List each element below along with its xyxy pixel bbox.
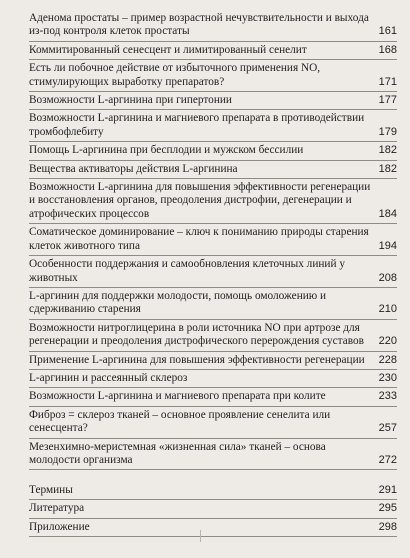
toc-entry-page: 220 — [378, 335, 397, 348]
toc-entry — [29, 179, 397, 224]
toc-entry-page: 184 — [378, 207, 397, 220]
toc-entry-page: 230 — [378, 371, 397, 384]
toc-entry-title: Возможности L-аргинина и магниевого препарата при колите — [29, 390, 326, 403]
toc-entry — [29, 320, 397, 352]
toc-entry — [29, 60, 397, 92]
toc-entry — [29, 224, 397, 256]
toc-entry — [29, 439, 397, 471]
toc-entry — [29, 407, 397, 439]
toc-entry-page: 272 — [378, 453, 397, 466]
toc-entry-page: 179 — [378, 125, 397, 138]
toc-entry-page: 182 — [378, 144, 397, 157]
toc-entry-page: 194 — [378, 239, 397, 252]
toc-entry — [29, 482, 397, 500]
toc-entry-page: 168 — [378, 43, 397, 56]
toc-entry-title: Фиброз = склероз тканей – основное проявление сенелита или сенесцента? — [29, 408, 331, 435]
toc-entry — [29, 42, 397, 60]
toc-entry-page: 291 — [378, 484, 397, 496]
toc-entry-page: 228 — [378, 353, 397, 366]
toc-entry-title: Возможности L-аргинина и магниевого препарата в противодействии тромбофлебиту — [29, 112, 365, 138]
toc-entry-title: Приложение — [29, 520, 90, 533]
toc-entry — [29, 161, 397, 179]
toc-entry-page: 295 — [378, 502, 397, 515]
toc-entry-title: Возможности L-аргинина при гипертонии — [29, 94, 232, 107]
toc-entry-title: Возможности нитроглицерина в роли источника NO при артрозе для регенерации и преодоления дистрофического перерождения суставов — [29, 321, 364, 348]
toc-entry-title: Применение L-аргинина для повышения эффективности регенерации — [29, 353, 365, 366]
toc-entry — [29, 110, 397, 142]
toc-entry-title: Соматическое доминирование – ключ к пониманию природы старения клеток животного типа — [29, 226, 369, 252]
toc-entry — [29, 10, 397, 42]
toc-entry-page: 210 — [378, 303, 397, 316]
toc-entry — [29, 370, 397, 388]
toc-entry-page: 161 — [378, 25, 397, 38]
toc-entry-page: 182 — [378, 162, 397, 175]
toc-entry-title: L-аргинин и рассеянный склероз — [29, 371, 188, 384]
toc-entry-title: Особенности поддержания и самообновления клеточных линий у животных — [29, 258, 345, 284]
toc-entry-page: 257 — [378, 422, 397, 435]
toc-entry-title: Коммитированный сенесцент и лимитированный сенелит — [29, 43, 307, 56]
toc-entry-title: Есть ли побочное действие от избыточного применения NO, стимулирующих выработку препаратов? — [29, 62, 321, 88]
toc-entry — [29, 256, 397, 288]
toc-entry-title: Литература — [29, 502, 85, 515]
toc-entry — [29, 500, 397, 518]
toc-entry — [29, 388, 397, 406]
toc-entry — [29, 352, 397, 370]
toc-entry-title: Помощь L-аргинина при бесплодии и мужском бессилии — [29, 144, 304, 157]
page-crease — [200, 530, 203, 542]
toc-entry-page: 298 — [378, 520, 397, 533]
toc-entry — [29, 288, 397, 320]
toc-entry-page: 177 — [378, 94, 397, 107]
toc-entry — [29, 92, 397, 110]
toc-entry-title: Мезенхимно-меристемная «жизненная сила» тканей – основа молодости организма — [29, 440, 326, 466]
toc-entry-title: Термины — [29, 484, 73, 496]
toc-entry-page: 208 — [378, 271, 397, 284]
toc-entry — [29, 142, 397, 160]
appendix-list — [29, 482, 397, 537]
toc-entry-title: Аденома простаты – пример возрастной нечувствительности и выхода из-под контроля клеток простаты — [29, 12, 369, 38]
toc-entry-page: 233 — [378, 390, 397, 403]
toc-entry — [29, 519, 397, 537]
toc-entry-title: Возможности L-аргинина для повышения эффективности регенерации и восстановления органов, преодоления дистрофии, дегенерации и атрофических процессов — [29, 181, 371, 220]
toc-entry-title: Вещества активаторы действия L-аргинина — [29, 162, 238, 175]
table-of-contents — [29, 10, 397, 470]
toc-entry-title: L-аргинин для поддержки молодости, помощь омоложению и сдерживанию старения — [29, 289, 327, 316]
toc-entry-page: 171 — [378, 75, 397, 88]
